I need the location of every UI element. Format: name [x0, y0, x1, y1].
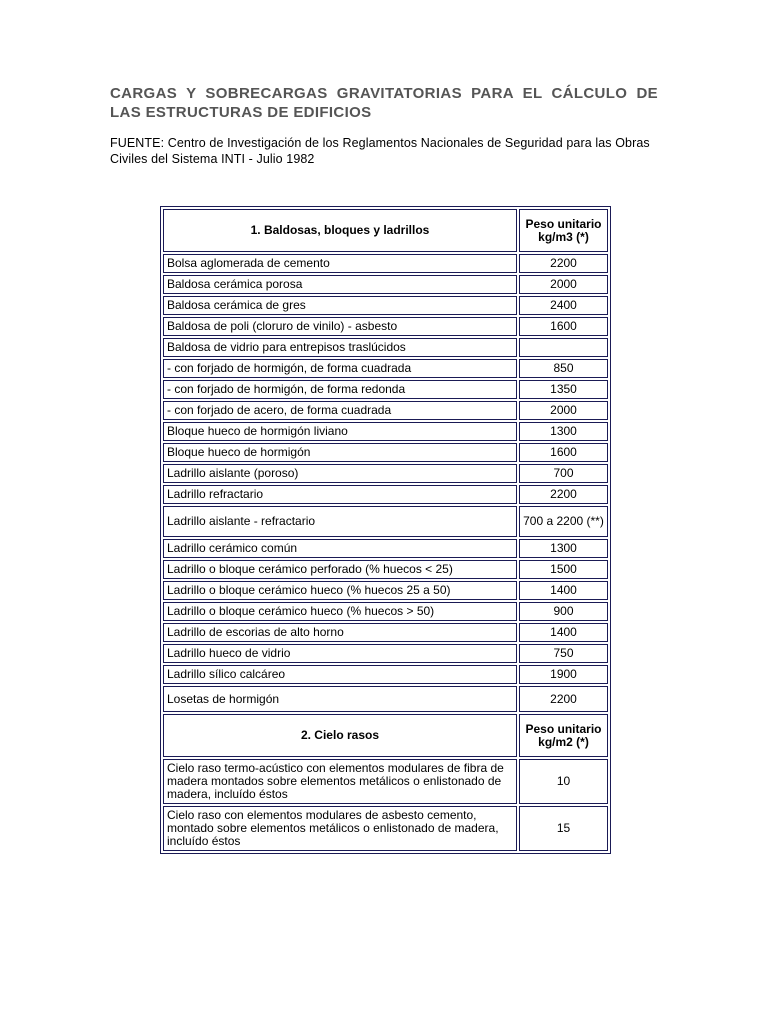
table-row: [163, 485, 608, 504]
table-row: [163, 443, 608, 462]
table-row: [163, 317, 608, 336]
row-value: 900: [519, 602, 608, 621]
row-description: Cielo raso con elementos modulares de asbesto cemento, montado sobre elementos metálicos o enlistonado de madera, incluído éstos: [163, 806, 517, 851]
row-value: 1900: [519, 665, 608, 684]
row-value: 750: [519, 644, 608, 663]
row-description: Baldosa cerámica porosa: [163, 275, 517, 294]
table-row: [163, 422, 608, 441]
row-description: Ladrillo cerámico común: [163, 539, 517, 558]
row-description: Baldosa de poli (cloruro de vinilo) - asbesto: [163, 317, 517, 336]
row-description: - con forjado de acero, de forma cuadrada: [163, 401, 517, 420]
row-value: 2000: [519, 275, 608, 294]
row-description: Ladrillo o bloque cerámico perforado (% huecos < 25): [163, 560, 517, 579]
row-value: 2200: [519, 254, 608, 273]
row-value: 2000: [519, 401, 608, 420]
row-value: 2200: [519, 485, 608, 504]
row-description: Baldosa de vidrio para entrepisos traslúcidos: [163, 338, 517, 357]
table-row: [163, 665, 608, 684]
row-description: Baldosa cerámica de gres: [163, 296, 517, 315]
table-row: [163, 602, 608, 621]
row-description: Ladrillo hueco de vidrio: [163, 644, 517, 663]
table-row: [163, 686, 608, 712]
document-title: CARGAS Y SOBRECARGAS GRAVITATORIAS PARA EL CÁLCULO DE LAS ESTRUCTURAS DE EDIFICIOS: [110, 85, 658, 121]
table-row: [163, 806, 608, 851]
table-row: [163, 464, 608, 483]
table-row: [163, 338, 608, 357]
row-description: Ladrillo o bloque cerámico hueco (% huecos 25 a 50): [163, 581, 517, 600]
table-row: [163, 759, 608, 804]
row-description: Ladrillo o bloque cerámico hueco (% huecos > 50): [163, 602, 517, 621]
table-row: [163, 296, 608, 315]
table-row: [163, 254, 608, 273]
row-value: 1600: [519, 443, 608, 462]
row-description: Ladrillo de escorias de alto horno: [163, 623, 517, 642]
table-row: [163, 623, 608, 642]
row-description: - con forjado de hormigón, de forma cuadrada: [163, 359, 517, 378]
row-value: 2200: [519, 686, 608, 712]
section2-unit-heading: Peso unitario kg/m2 (*): [519, 714, 608, 757]
row-value: 1600: [519, 317, 608, 336]
row-value: [519, 338, 608, 357]
row-description: Ladrillo aislante (poroso): [163, 464, 517, 483]
section2-heading: 2. Cielo rasos: [163, 714, 517, 757]
table-row: [163, 581, 608, 600]
row-value: 10: [519, 759, 608, 804]
row-value: 1350: [519, 380, 608, 399]
row-description: Bloque hueco de hormigón liviano: [163, 422, 517, 441]
row-value: 15: [519, 806, 608, 851]
row-description: Bolsa aglomerada de cemento: [163, 254, 517, 273]
section1-unit-heading: Peso unitario kg/m3 (*): [519, 209, 608, 252]
table-row: [163, 560, 608, 579]
weights-table: [160, 206, 611, 854]
table-row: [163, 275, 608, 294]
row-value: 1400: [519, 623, 608, 642]
row-value: 700: [519, 464, 608, 483]
row-value: 850: [519, 359, 608, 378]
row-description: Cielo raso termo-acústico con elementos modulares de fibra de madera montados sobre elementos metálicos o enlistonado de madera, incluído éstos: [163, 759, 517, 804]
table-row: [163, 506, 608, 537]
row-description: - con forjado de hormigón, de forma redonda: [163, 380, 517, 399]
row-description: Losetas de hormigón: [163, 686, 517, 712]
row-value: 2400: [519, 296, 608, 315]
row-description: Ladrillo refractario: [163, 485, 517, 504]
table-row: [163, 644, 608, 663]
table-row: [163, 401, 608, 420]
table-row: [163, 539, 608, 558]
row-description: Ladrillo sílico calcáreo: [163, 665, 517, 684]
table-row: [163, 380, 608, 399]
row-value: 1300: [519, 539, 608, 558]
row-value: 1400: [519, 581, 608, 600]
row-value: 700 a 2200 (**): [519, 506, 608, 537]
table-row: [163, 359, 608, 378]
row-value: 1300: [519, 422, 608, 441]
section1-heading: 1. Baldosas, bloques y ladrillos: [163, 209, 517, 252]
row-value: 1500: [519, 560, 608, 579]
source-note: FUENTE: Centro de Investigación de los Reglamentos Nacionales de Seguridad para las Obras Civiles del Sistema INTI - Julio 1982: [110, 136, 650, 166]
row-description: Ladrillo aislante - refractario: [163, 506, 517, 537]
row-description: Bloque hueco de hormigón: [163, 443, 517, 462]
